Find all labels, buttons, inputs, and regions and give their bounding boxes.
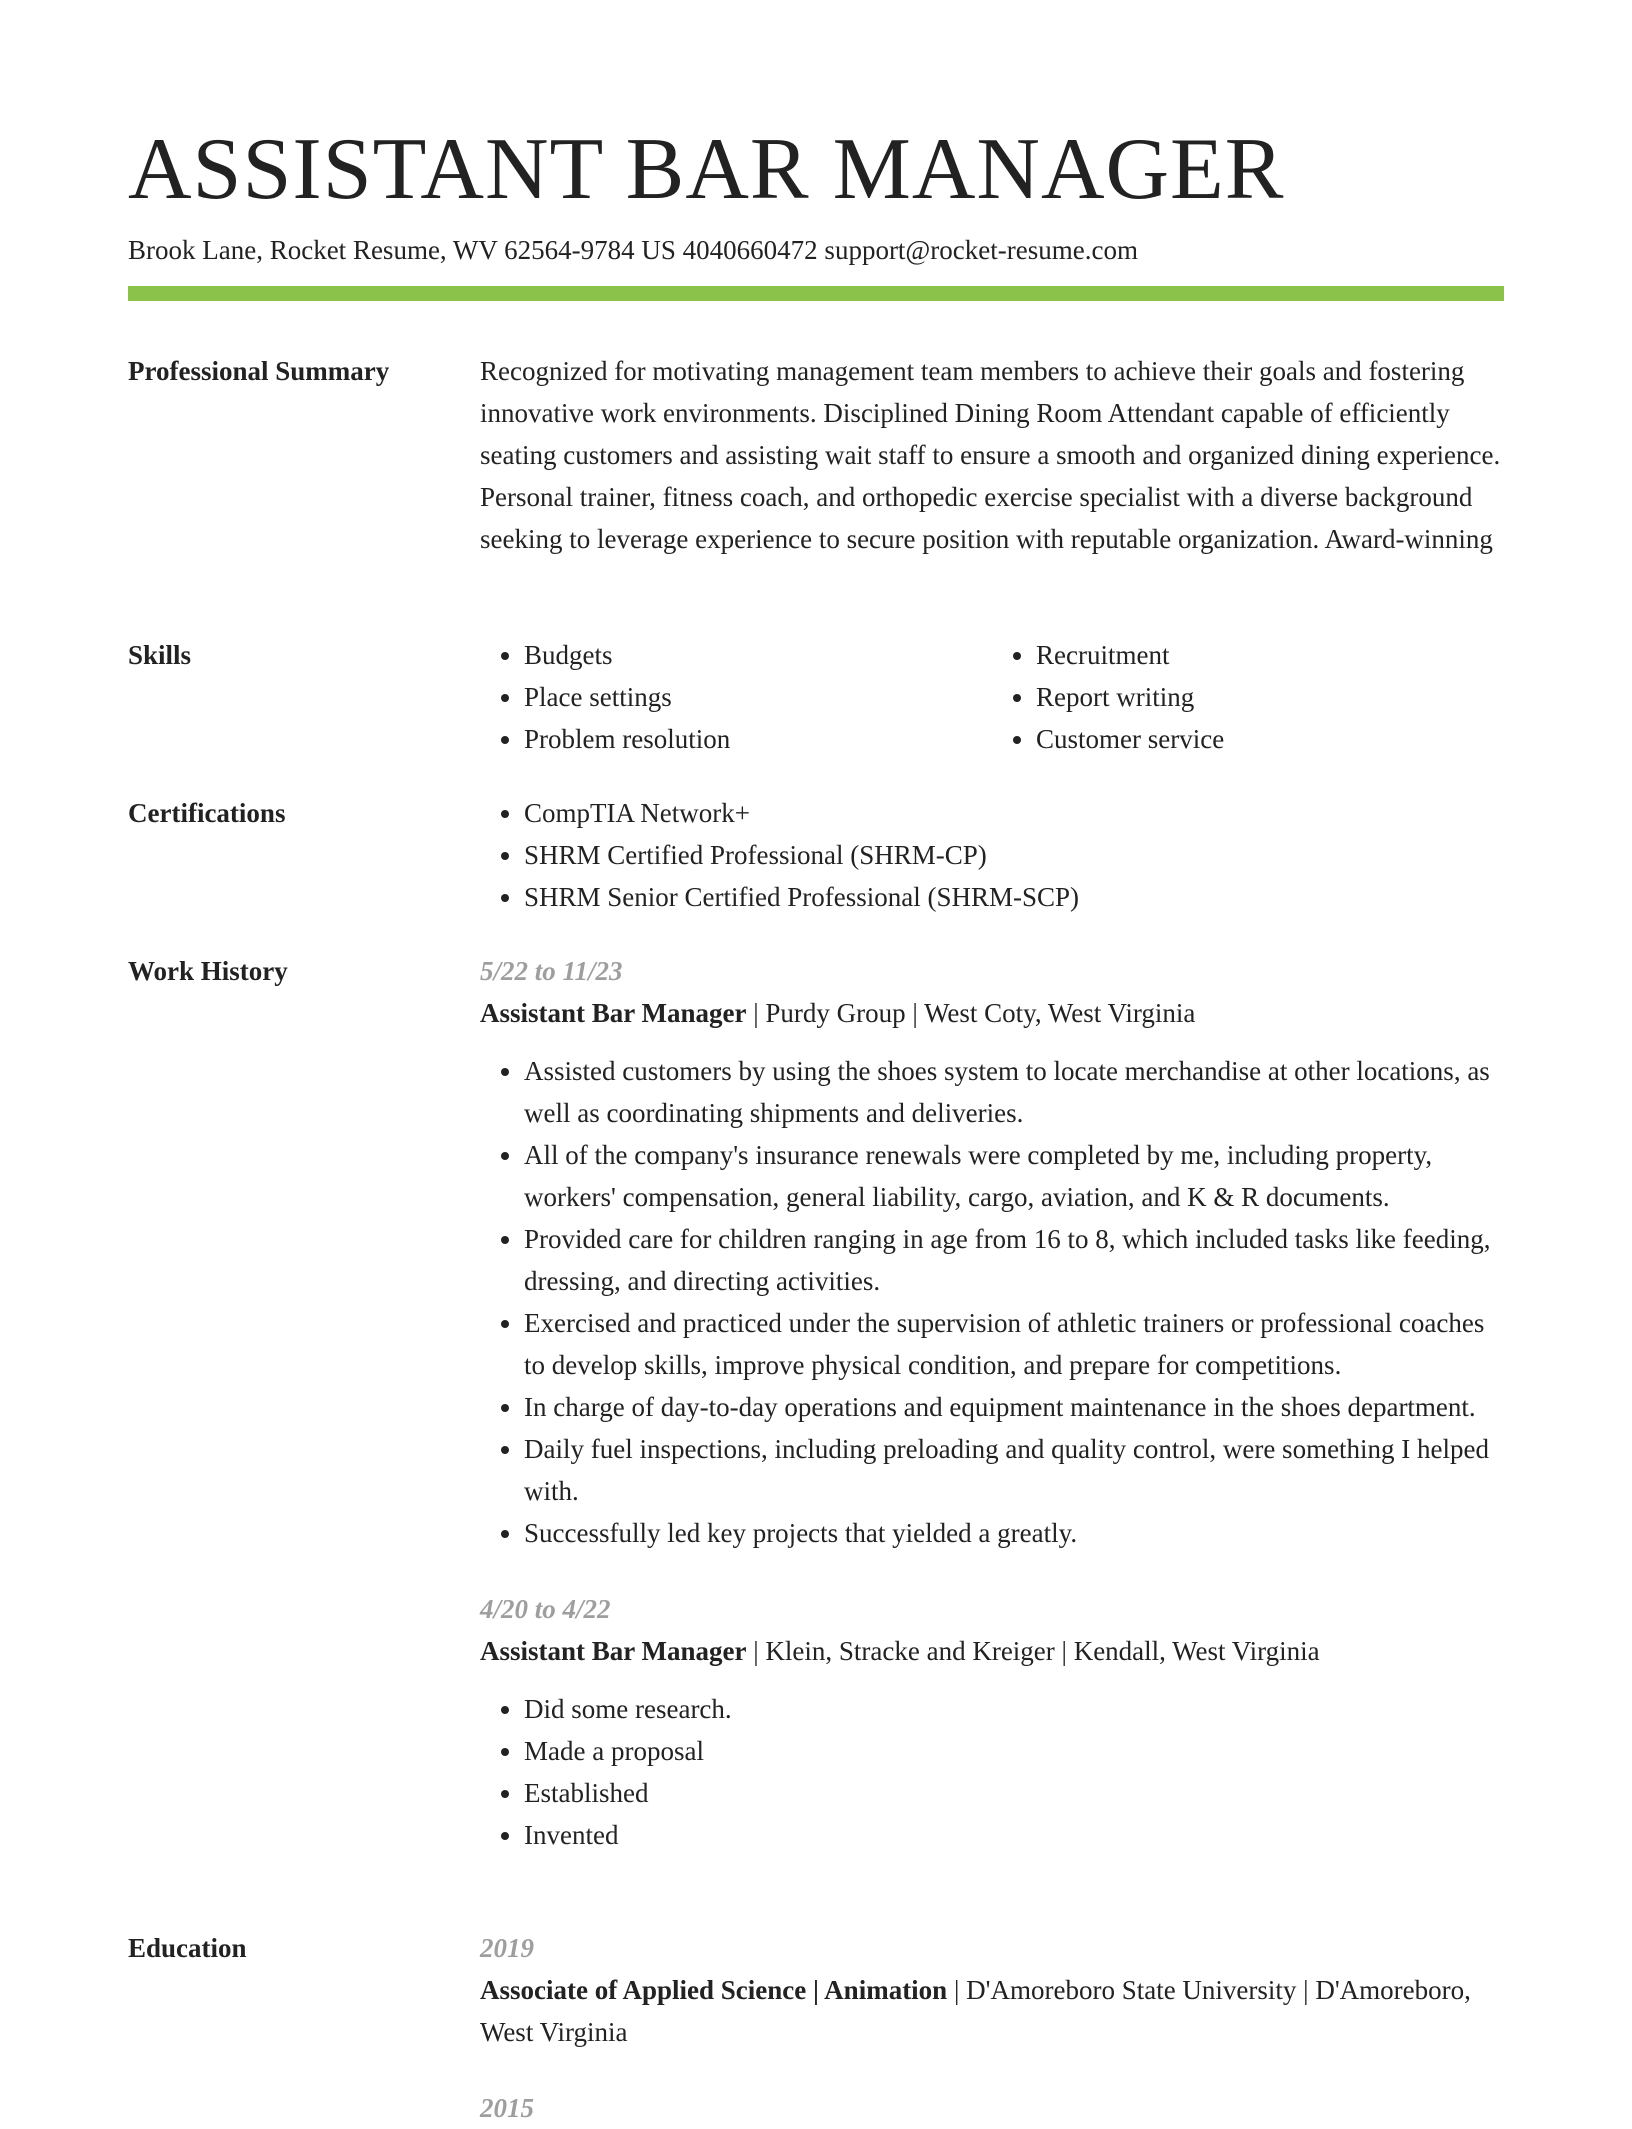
duty-item: • Daily fuel inspections, including preloading and quality control, were something I helped with.	[524, 1428, 1504, 1512]
education-year: 2019	[480, 1933, 534, 1963]
duty-item: • Invented	[524, 1814, 1504, 1856]
candidate-title: ASSISTANT BAR MANAGER	[128, 121, 1285, 218]
section-label-work-history: Work History	[128, 956, 288, 986]
job-dates: 5/22 to 11/23	[480, 956, 623, 986]
job-title: Assistant Bar Manager	[480, 998, 747, 1028]
accent-divider	[128, 286, 1504, 301]
duty-item: • Successfully led key projects that yielded a greatly.	[524, 1512, 1504, 1554]
degree-title: Associate of Applied Science | Animation	[480, 1975, 948, 2005]
resume-header	[128, 118, 1504, 268]
duty-item: • In charge of day-to-day operations and equipment maintenance in the shoes department.	[524, 1386, 1504, 1428]
duty-item: • Assisted customers by using the shoes system to locate merchandise at other locations, as well as coordinating shipments and deliveries.	[524, 1050, 1504, 1134]
skills-list-left	[480, 634, 992, 760]
education-entry	[480, 2087, 1504, 2129]
certification-item: • SHRM Certified Professional (SHRM-CP)	[524, 834, 1504, 876]
education-year: 2015	[480, 2093, 534, 2123]
job-duties	[480, 1688, 1504, 1856]
certification-item: • CompTIA Network+	[524, 792, 1504, 834]
job-employer-location: | Klein, Stracke and Kreiger | Kendall, West Virginia	[746, 1636, 1320, 1666]
skill-item: • Recruitment	[1036, 634, 1504, 676]
duty-item: • Made a proposal	[524, 1730, 1504, 1772]
section-label-certifications: Certifications	[128, 798, 286, 828]
section-label-summary: Professional Summary	[128, 356, 390, 386]
contact-line: Brook Lane, Rocket Resume, WV 62564-9784 US 4040660472 support@rocket-resume.com	[128, 235, 1138, 265]
job-entry	[480, 950, 1504, 1554]
job-title: Assistant Bar Manager	[480, 1636, 747, 1666]
job-duties	[480, 1050, 1504, 1554]
section-label-education: Education	[128, 1933, 247, 1963]
job-dates: 4/20 to 4/22	[480, 1594, 611, 1624]
school-location: | D'Amoreboro State University | D'Amoreboro, West Virginia	[480, 1975, 1471, 2047]
education-heading	[480, 1969, 1504, 2053]
skill-item: • Problem resolution	[524, 718, 992, 760]
education-entry	[480, 1927, 1504, 2053]
job-heading	[480, 1630, 1504, 1672]
certifications-list	[480, 792, 1504, 918]
skills-list-right	[992, 634, 1504, 760]
section-label-skills: Skills	[128, 640, 192, 670]
certification-item: • SHRM Senior Certified Professional (SHRM-SCP)	[524, 876, 1504, 918]
skill-item: • Report writing	[1036, 676, 1504, 718]
duty-item: • All of the company's insurance renewals were completed by me, including property, workers' compensation, general liability, cargo, aviation, and K & R documents.	[524, 1134, 1504, 1218]
duty-item: • Exercised and practiced under the supervision of athletic trainers or professional coaches to develop skills, improve physical condition, and prepare for competitions.	[524, 1302, 1504, 1386]
job-employer-location: | Purdy Group | West Coty, West Virginia	[746, 998, 1196, 1028]
job-heading	[480, 992, 1504, 1034]
skill-item: • Place settings	[524, 676, 992, 718]
duty-item: • Provided care for children ranging in age from 16 to 8, which included tasks like feeding, dressing, and directing activities.	[524, 1218, 1504, 1302]
duty-item: • Established	[524, 1772, 1504, 1814]
job-entry	[480, 1588, 1504, 1856]
skill-item: • Customer service	[1036, 718, 1504, 760]
duty-item: • Did some research.	[524, 1688, 1504, 1730]
skill-item: • Budgets	[524, 634, 992, 676]
summary-text: Recognized for motivating management team members to achieve their goals and fostering innovative work environments. Disciplined Dining Room Attendant capable of efficiently seating customers and assisting wait staff to ensure a smooth and organized dining experience. Personal trainer, fitness coach, and orthopedic exercise specialist with a diverse background seeking to leverage experience to secure position with reputable organization. Award-winning	[480, 356, 1501, 554]
